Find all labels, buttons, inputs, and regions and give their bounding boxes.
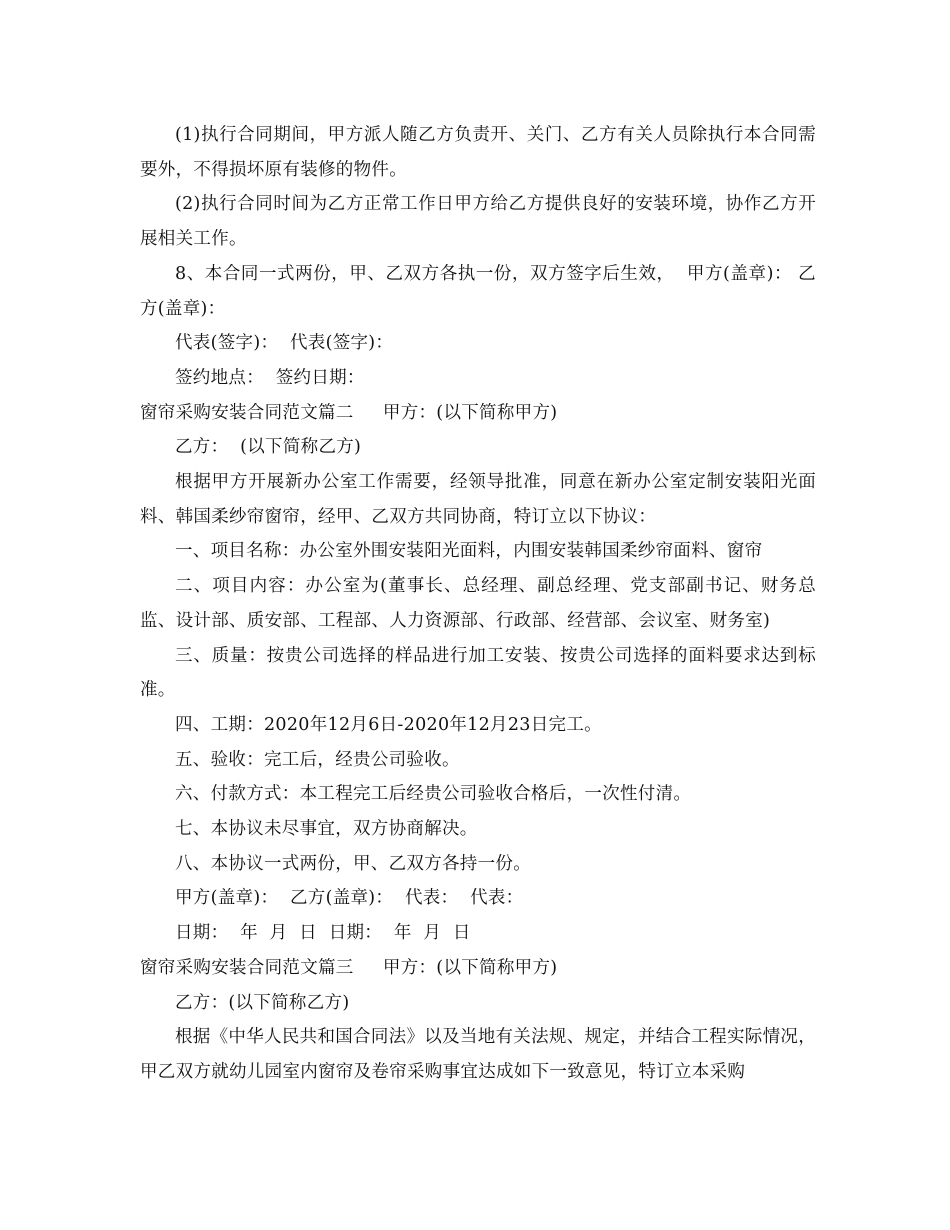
- clause-paragraph: 三、质量：按贵公司选择的样品进行加工安装、按贵公司选择的面料要求达到标准。: [140, 645, 816, 701]
- clause-paragraph: 一、项目名称：办公室外围安装阳光面料，内围安装韩国柔纱帘面料、窗帘: [175, 541, 763, 562]
- signature-line: 签约地点： 签约日期：: [175, 367, 365, 388]
- clause-paragraph: 四、工期：2020年12月6日-2020年12月23日完工。: [175, 714, 602, 735]
- clause-paragraph: (1)执行合同期间，甲方派人随乙方负责开、关门、乙方有关人员除执行本合同需要外，不得损坏原有装修的物件。: [140, 125, 816, 180]
- clause-paragraph: 五、验收：完工后，经贵公司验收。: [175, 749, 460, 770]
- signature-line: 甲方(盖章)： 乙方(盖章)： 代表： 代表：: [175, 888, 524, 909]
- section-heading: 窗帘采购安装合同范文篇二 甲方：(以下简称甲方): [140, 402, 558, 423]
- clause-paragraph: 根据甲方开展新办公室工作需要，经领导批准，同意在新办公室定制安装阳光面料、韩国柔纱帘窗帘，经甲、乙双方共同协商，特订立以下协议：: [140, 472, 816, 527]
- document-body: [140, 118, 816, 1090]
- signature-line: 代表(签字)： 代表(签字)：: [175, 333, 394, 354]
- clause-paragraph: 二、项目内容：办公室为(董事长、总经理、副总经理、党支部副书记、财务总监、设计部、质安部、工程部、人力资源部、行政部、经营部、会议室、财务室): [140, 576, 816, 631]
- clause-paragraph: 根据《中华人民共和国合同法》以及当地有关法规、规定，并结合工程实际情况，甲乙双方就幼儿园室内窗帘及卷帘采购事宜达成如下一致意见，特订立本采购: [140, 1027, 816, 1082]
- party-line: 乙方：(以下简称乙方): [175, 992, 350, 1013]
- clause-paragraph: 六、付款方式：本工程完工后经贵公司验收合格后，一次性付清。: [175, 784, 692, 805]
- clause-paragraph: (2)执行合同时间为乙方正常工作日甲方给乙方提供良好的安装环境，协作乙方开展相关工作。: [140, 194, 816, 250]
- date-line: 日期： 年 月 日 日期： 年 月 日: [175, 923, 471, 944]
- clause-paragraph: 七、本协议未尽事宜，双方协商解决。: [175, 819, 478, 840]
- section-heading: 窗帘采购安装合同范文篇三 甲方：(以下简称甲方): [140, 957, 558, 978]
- clause-paragraph: 八、本协议一式两份，甲、乙双方各持一份。: [175, 853, 531, 874]
- clause-paragraph: 8、本合同一式两份，甲、乙双方各执一份，双方签字后生效， 甲方(盖章)： 乙方(盖章)：: [140, 263, 816, 319]
- party-line: 乙方： (以下简称乙方): [175, 437, 362, 458]
